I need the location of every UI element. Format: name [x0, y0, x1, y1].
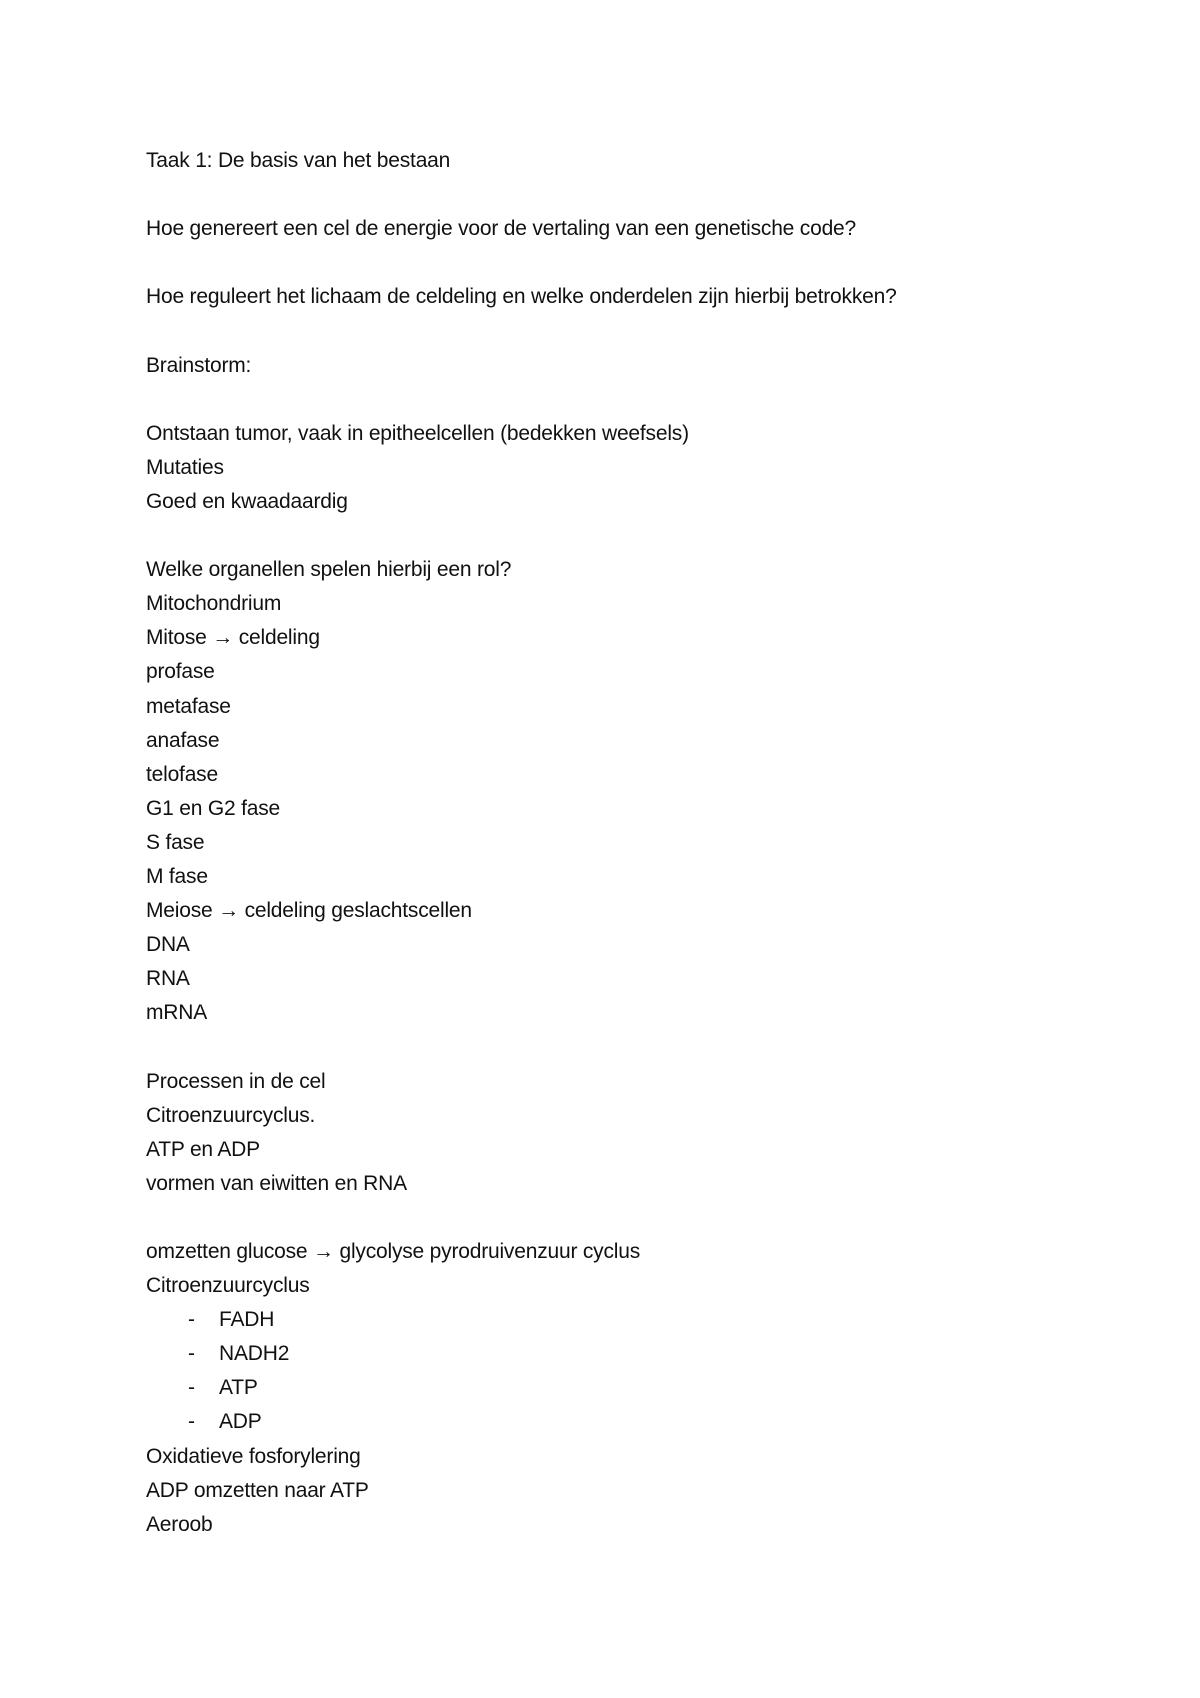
- bullet-item: [146, 1405, 1146, 1439]
- document-page: [146, 144, 1146, 1542]
- organellen-line: RNA: [146, 967, 190, 991]
- bullet-text: FADH: [219, 1308, 275, 1332]
- bullet-dash: -: [188, 1410, 195, 1434]
- closing-line: ADP omzetten naar ATP: [146, 1478, 369, 1502]
- processen-line: vormen van eiwitten en RNA: [146, 1171, 407, 1195]
- processen-line: ATP en ADP: [146, 1137, 260, 1161]
- closing-line: Aeroob: [146, 1512, 213, 1536]
- organellen-line: anafase: [146, 728, 220, 752]
- brainstorm-line: Goed en kwaadaardig: [146, 489, 348, 513]
- organellen-line: mRNA: [146, 1001, 208, 1025]
- organellen-line: Meiose → celdeling geslachtscellen: [146, 899, 472, 923]
- organellen-line: telofase: [146, 762, 218, 786]
- bullet-text: ADP: [219, 1410, 262, 1434]
- brainstorm-line: Mutaties: [146, 455, 224, 479]
- brainstorm-heading: Brainstorm:: [146, 353, 252, 377]
- organellen-line: G1 en G2 fase: [146, 796, 280, 820]
- bullet-text: NADH2: [219, 1342, 290, 1366]
- bullet-item: [146, 1303, 1146, 1337]
- processen-line: Processen in de cel: [146, 1069, 326, 1093]
- bullet-item: [146, 1337, 1146, 1371]
- bullet-item: [146, 1371, 1146, 1405]
- brainstorm-line: Ontstaan tumor, vaak in epitheelcellen (bedekken weefsels): [146, 421, 689, 445]
- bullet-text: ATP: [219, 1376, 258, 1400]
- organellen-line: Mitochondrium: [146, 592, 282, 616]
- organellen-line: profase: [146, 660, 215, 684]
- organellen-line: metafase: [146, 694, 231, 718]
- organellen-line: S fase: [146, 830, 205, 854]
- organellen-line: Welke organellen spelen hierbij een rol?: [146, 558, 512, 582]
- organellen-line: M fase: [146, 864, 208, 888]
- organellen-line: Mitose → celdeling: [146, 626, 320, 650]
- glucose-line: omzetten glucose → glycolyse pyrodruivenzuur cyclus: [146, 1240, 641, 1263]
- organellen-line: DNA: [146, 933, 190, 957]
- bullet-dash: -: [188, 1308, 195, 1332]
- bullet-dash: -: [188, 1376, 195, 1400]
- bullet-dash: -: [188, 1342, 195, 1366]
- closing-line: Oxidatieve fosforylering: [146, 1444, 361, 1468]
- citroen-heading: Citroenzuurcyclus: [146, 1274, 310, 1298]
- processen-line: Citroenzuurcyclus.: [146, 1103, 316, 1127]
- question-1: Hoe genereert een cel de energie voor de vertaling van een genetische code?: [146, 217, 857, 241]
- question-2: Hoe reguleert het lichaam de celdeling en welke onderdelen zijn hierbij betrokken?: [146, 285, 897, 309]
- document-title: Taak 1: De basis van het bestaan: [146, 149, 451, 172]
